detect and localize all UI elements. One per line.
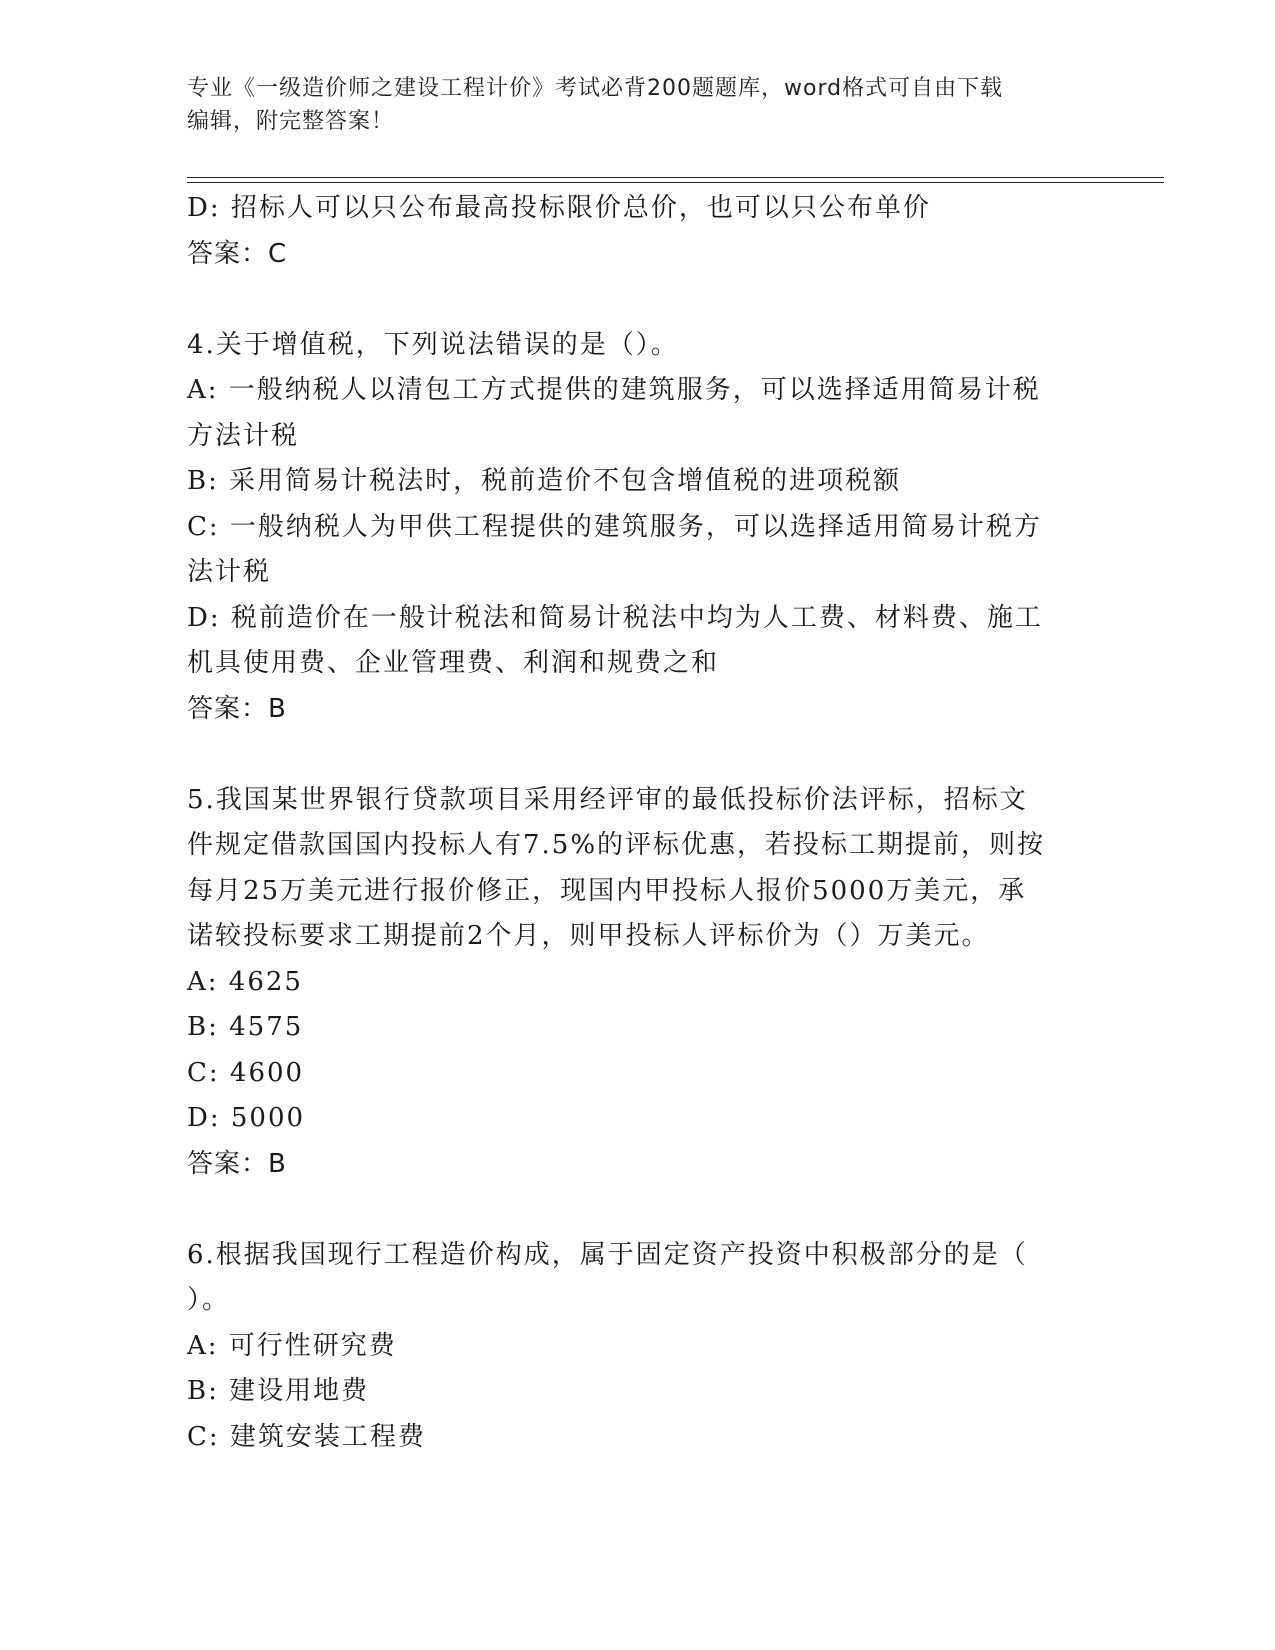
question-stem: 6.根据我国现行工程造价构成，属于固定资产投资中积极部分的是（ [187,1239,1028,1270]
question-6 [187,1233,1087,1461]
spacer [187,277,1087,323]
option-d: D: 税前造价在一般计税法和简易计税法中均为人工费、材料费、施工 [187,602,1043,633]
option-c: C: 一般纳税人为甲供工程提供的建筑服务，可以选择适用简易计税方 [187,511,1042,542]
option-b: B: 建设用地费 [187,1376,370,1406]
option-c-cont: 法计税 [187,557,272,587]
question-5 [187,778,1087,1188]
option-b: B: 4575 [187,1012,304,1042]
option-a-cont: 方法计税 [187,420,300,451]
answer: 答案：B [187,693,287,724]
option-a: A: 4625 [187,966,303,997]
header-rule-bottom [187,182,1164,183]
answer: 答案：B [187,1148,287,1179]
page-header [187,72,1087,138]
question-stem-cont: 件规定借款国国内投标人有7.5%的评标优惠，若投标工期提前，则按 [187,830,1046,860]
question-list [187,186,1087,1460]
option-a: A: 一般纳税人以清包工方式提供的建筑服务，可以选择适用简易计税 [187,375,1041,405]
header-rule-top [187,177,1164,178]
header-line-1: 专业《一级造价师之建设工程计价》考试必背200题题库，word格式可自由下载 [187,76,1004,101]
question-stem-cont: ）。 [187,1285,231,1315]
option-d-cont: 机具使用费、企业管理费、利润和规费之和 [187,648,720,678]
question-stem: 4.关于增值税，下列说法错误的是（）。 [187,329,679,360]
option-d: D: 5000 [187,1103,306,1133]
option-c: C: 建筑安装工程费 [187,1421,426,1452]
header-line-2: 编辑，附完整答案！ [187,109,395,134]
question-stem-cont: 每月25万美元进行报价修正，现国内甲投标人报价5000万美元，承 [187,875,1027,906]
answer: 答案：C [187,238,288,269]
option-c: C: 4600 [187,1057,305,1088]
option-b: B: 采用简易计税法时，税前造价不包含增值税的进项税额 [187,466,902,496]
question-3-tail [187,186,1087,277]
question-stem: 5.我国某世界银行贷款项目采用经评审的最低投标价法评标，招标文 [187,784,1028,815]
option-d: D: 招标人可以只公布最高投标限价总价，也可以只公布单价 [187,193,931,223]
option-a: A: 可行性研究费 [187,1330,397,1361]
question-stem-cont: 诺较投标要求工期提前2个月，则甲投标人评标价为（）万美元。 [187,921,990,951]
spacer [187,732,1087,778]
spacer [187,1187,1087,1233]
question-4 [187,323,1087,733]
